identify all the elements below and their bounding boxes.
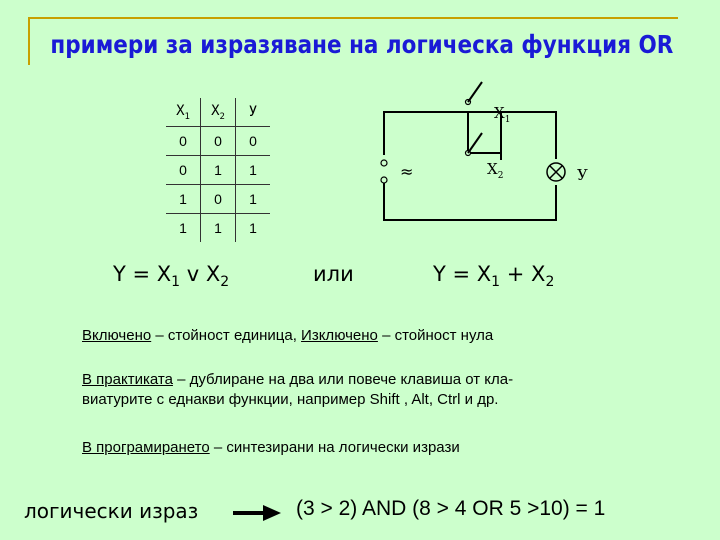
arrow-right-icon xyxy=(233,503,283,523)
truth-table-header: $X_1$ xyxy=(166,98,201,127)
circuit-wire xyxy=(384,112,501,155)
output-label: У xyxy=(577,166,588,184)
truth-table-cell: 0 xyxy=(166,156,201,185)
truth-table-header: У xyxy=(236,98,271,127)
truth-table-row xyxy=(166,127,270,156)
truth-table-cell: 0 xyxy=(236,127,271,156)
source-terminal xyxy=(381,177,387,183)
decorative-frame-top xyxy=(28,17,678,19)
connector-word: или xyxy=(313,262,354,286)
programming-note: В програмирането – синтезирани на логически изрази xyxy=(82,439,460,456)
truth-table-header: $X_2$ xyxy=(201,98,236,127)
truth-table-cell: 1 xyxy=(201,156,236,185)
logic-expression-label: логически израз xyxy=(24,499,199,523)
source-symbol: ≈ xyxy=(400,162,414,181)
truth-table-cell: 1 xyxy=(236,185,271,214)
switch1-label: $X_1$ xyxy=(494,104,511,125)
truth-table-cell: 0 xyxy=(166,127,201,156)
truth-table-row xyxy=(166,156,270,185)
or-circuit-diagram xyxy=(370,70,620,240)
circuit-wire xyxy=(384,180,556,220)
truth-table-cell: 1 xyxy=(236,156,271,185)
truth-table-row xyxy=(166,214,270,243)
truth-table-cell: 1 xyxy=(166,214,201,243)
logic-expression: (3 > 2) AND (8 > 4 OR 5 >10) = 1 xyxy=(296,497,606,520)
truth-table-cell: 1 xyxy=(249,220,257,236)
truth-table-cell: 0 xyxy=(201,127,236,156)
practice-note: В практиката – дублиране на два или повече клавиша от кла- виатурите с еднакви функции, например Shift , Alt, Ctrl и др. xyxy=(82,371,514,408)
formula-or-plus: $Y = X_1 + X_2$ xyxy=(433,262,555,291)
truth-table xyxy=(166,98,270,242)
truth-table-cell: 0 xyxy=(201,185,236,214)
on-off-definition: Включено – стойност единица, Изключено – стойност нула xyxy=(82,327,494,344)
switch-blade xyxy=(468,133,482,153)
decorative-frame-left xyxy=(28,17,30,65)
truth-table-cell: 1 xyxy=(166,185,201,214)
switch-blade xyxy=(468,82,482,102)
source-terminal xyxy=(381,160,387,166)
switch2-label: $X_2$ xyxy=(487,160,504,181)
truth-table-cell: 1 xyxy=(201,214,236,243)
formula-or-v: $Y = X_1$ v $X_2$ xyxy=(113,262,230,291)
truth-table-row xyxy=(166,185,270,214)
slide-title: примери за изразяване на логическа функция OR xyxy=(50,30,674,59)
